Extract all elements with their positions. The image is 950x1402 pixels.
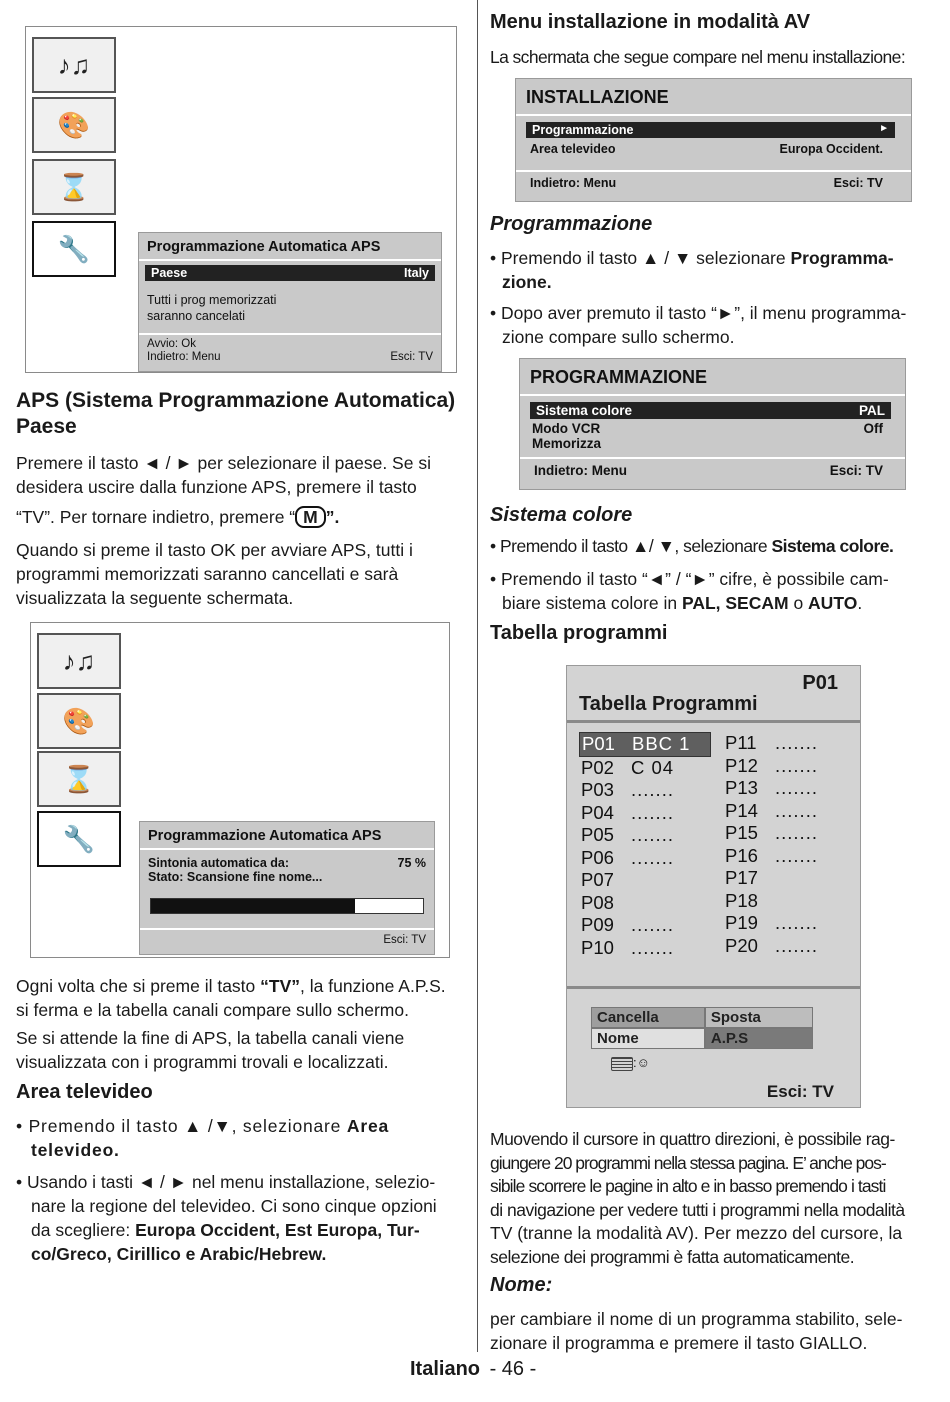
footer-exit: Esci: TV (833, 176, 883, 190)
nome-paragraph (490, 1307, 935, 1355)
osd-title: Programmazione Automatica APS (148, 828, 382, 844)
osd-title: Programmazione Automatica APS (147, 239, 381, 255)
cancella-button[interactable]: Cancella (591, 1007, 705, 1028)
b2-line-2: nare la regione del televideo. Ci sono cinque opzioni (31, 1196, 437, 1216)
program-row-p07[interactable] (579, 869, 714, 892)
program-number: P05 (581, 824, 614, 845)
palette-icon: 🎨 (32, 97, 116, 153)
area-televideo-heading: Area televideo (16, 1081, 153, 1103)
area-televideo-value: Europa Occident. (779, 142, 883, 156)
tuning-label: Sintonia automatica da: (148, 856, 289, 870)
program-name: ....... (775, 822, 818, 843)
music-icon: ♪♫ (32, 37, 116, 93)
aps-osd-panel (138, 232, 442, 372)
program-number: P10 (581, 936, 614, 958)
tools-icon: 🔧 (32, 221, 116, 277)
b1-bold: Area (346, 1116, 390, 1136)
program-row-p08[interactable] (579, 892, 714, 915)
menu-installazione-intro: La schermata che segue compare nel menu installazione: (490, 47, 906, 67)
program-row-p19[interactable] (723, 912, 853, 935)
program-name: ....... (631, 779, 674, 800)
p1-line-3-text: “TV”. Per tornare indietro, premere “ (16, 507, 296, 527)
program-row-p09[interactable] (579, 914, 714, 937)
sb1-text: • Premendo il tasto ▲/ ▼, selezionare (490, 536, 772, 556)
memorizza-item[interactable] (520, 436, 905, 451)
program-number: P20 (725, 934, 758, 956)
aps-screen-1 (25, 26, 457, 373)
program-number: P04 (581, 801, 614, 823)
mv-line-1: Muovendo il cursore in quattro direzioni, è possibile rag- (490, 1129, 895, 1149)
sb1-line (490, 534, 935, 558)
program-number: P18 (725, 889, 758, 911)
program-number: P14 (725, 799, 758, 821)
p3-text-end: , la funzione A.P.S. (300, 976, 446, 996)
cursor-paragraph (490, 1128, 935, 1269)
program-number: P03 (581, 779, 614, 800)
p1-line-3 (16, 505, 466, 529)
aps-paragraph-1 (16, 451, 466, 529)
mv-line-6: selezione dei programmi è fatta automaticamente. (490, 1246, 855, 1267)
b2-line-3 (16, 1218, 466, 1242)
sb2-line-1: • Premendo il tasto “◄” / “►” cifre, è possibile cam- (490, 569, 889, 589)
program-number: P01 (582, 733, 615, 754)
program-name: ....... (775, 844, 818, 866)
sistema-colore-heading: Sistema colore (490, 504, 633, 526)
program-row-p20[interactable] (723, 935, 853, 958)
aps-paragraph-3 (16, 974, 466, 1074)
sb2-bold-1: PAL, SECAM (681, 593, 789, 613)
p3-line-2: si ferma e la tabella canali compare sullo schermo. (16, 1000, 409, 1020)
p2-line-1: Quando si preme il tasto OK per avviare APS, tutti i (16, 540, 413, 560)
program-name: BBC 1 (632, 733, 691, 754)
program-name: ....... (631, 914, 674, 935)
program-name: ....... (775, 912, 818, 933)
aps-paragraph-2 (16, 538, 466, 610)
sistema-colore-bullets (490, 534, 935, 615)
footer-back: Indietro: Menu (147, 351, 221, 363)
sistema-colore-item[interactable] (530, 402, 891, 419)
footer-language: Italiano (410, 1358, 481, 1380)
tuning-percent: 75 % (397, 856, 426, 870)
program-row-p11[interactable] (723, 732, 853, 755)
aps-button[interactable]: A.P.S (705, 1028, 813, 1049)
sb2-text: biare sistema colore in (502, 593, 682, 613)
program-number: P15 (725, 822, 758, 843)
b2-text: da scegliere: (31, 1220, 136, 1240)
modo-vcr-label: Modo VCR (532, 421, 601, 436)
footer-back: Indietro: Menu (530, 176, 617, 190)
current-program: P01 (802, 672, 838, 694)
action-buttons (591, 1007, 813, 1049)
program-row-p02[interactable] (579, 757, 714, 780)
aps-screen-2 (30, 622, 450, 958)
country-label: Paese (151, 266, 188, 280)
mv-line-5: TV (tranne la modalità AV). Per mezzo del cursore, la (490, 1223, 903, 1243)
country-value: Italy (403, 266, 429, 280)
tabella-programmi-heading: Tabella programmi (490, 622, 668, 644)
teletext-smiley-icon: :☺ (611, 1055, 650, 1071)
sposta-button[interactable]: Sposta (705, 1007, 813, 1028)
b2-line-1: • Usando i tasti ◄ / ► nel menu installazione, selezio- (16, 1172, 436, 1192)
memorizza-label: Memorizza (532, 436, 602, 451)
sb2-bold-2: AUTO (808, 593, 858, 613)
program-number: P16 (725, 844, 758, 866)
program-number: P11 (725, 732, 757, 753)
area-televideo-bullets (16, 1114, 466, 1266)
music-icon: ♪♫ (37, 633, 121, 689)
program-name: ....... (631, 824, 674, 845)
program-row-p12[interactable] (723, 755, 853, 778)
programmazione-heading: Programmazione (490, 213, 653, 235)
program-row-p05[interactable] (579, 824, 714, 847)
p3-bold: “TV” (260, 976, 301, 996)
b2-line-4: co/Greco, Cirillico e Arabic/Hebrew. (31, 1244, 327, 1264)
p3-text: Ogni volta che si preme il tasto (16, 976, 261, 996)
p2-line-2: programmi memorizzati saranno cancellati e sarà (16, 564, 399, 584)
program-name: C 04 (631, 756, 675, 778)
sb1-bold: Sistema colore. (771, 536, 894, 556)
program-number: P13 (725, 777, 758, 798)
program-column-right (723, 732, 853, 957)
buttons-divider (567, 986, 860, 989)
program-row-p17[interactable] (723, 867, 853, 890)
modo-vcr-item[interactable] (520, 419, 905, 436)
table-title: Tabella Programmi (579, 693, 758, 715)
p1-line-1: Premere il tasto ◄ / ► per selezionare il paese. Se si (16, 453, 431, 473)
program-row-p13[interactable] (723, 777, 853, 800)
program-row-p01[interactable] (579, 732, 711, 757)
program-row-p10[interactable] (579, 937, 714, 960)
footer-back: Indietro: Menu (534, 463, 627, 478)
program-number: P12 (725, 754, 758, 776)
program-row-p06[interactable] (579, 847, 714, 870)
footer-exit: Esci: TV (829, 463, 883, 478)
pb1-line-2: zione. (502, 272, 552, 292)
sb2-mid: o (788, 593, 809, 613)
aps-heading (16, 389, 466, 439)
sb2-line-2 (490, 591, 935, 615)
p4-line-2: visualizzata con i programmi trovali e localizzati. (16, 1052, 389, 1072)
warning-line-2: saranno cancelati (147, 309, 245, 323)
installazione-menu (515, 78, 912, 202)
program-number: P17 (725, 867, 758, 888)
column-divider (477, 0, 478, 1352)
p2-line-3: visualizzata la seguente schermata. (16, 588, 294, 608)
pb1-bold: Programma- (790, 248, 894, 268)
programmazione-label: Programmazione (532, 123, 634, 137)
program-name: ....... (775, 754, 818, 776)
program-number: P09 (581, 914, 614, 935)
exit-label: Esci: TV (766, 1082, 834, 1101)
mv-line-3: sibile scorrere le pagine in alto e in basso premendo i tasti (490, 1176, 886, 1196)
program-name: ....... (775, 799, 818, 821)
chevron-right-icon: ► (879, 123, 889, 134)
page-footer (410, 1358, 536, 1381)
aps-heading-line-2: Paese (16, 415, 77, 438)
program-row-p15[interactable] (723, 822, 853, 845)
area-televideo-item[interactable] (516, 138, 911, 156)
footer-start: Avvio: Ok (147, 338, 196, 350)
program-name: ....... (631, 801, 674, 823)
mv-line-4: di navigazione per vedere tutti i programmi nella modalità (490, 1199, 905, 1220)
title-divider (567, 720, 860, 723)
progress-bar (150, 898, 424, 914)
progress-fill (151, 899, 355, 913)
sb2-end: . (857, 593, 863, 613)
nome-button[interactable]: Nome (591, 1028, 705, 1049)
program-number: P08 (581, 891, 614, 913)
p3-line-1 (16, 974, 466, 998)
program-number: P19 (725, 912, 758, 933)
pb1-line-1 (490, 246, 935, 270)
nome-line-1: per cambiare il nome di un programma stabilito, sele- (490, 1309, 903, 1329)
tools-icon: 🔧 (37, 811, 121, 867)
warning-line-1: Tutti i prog memorizzati (147, 293, 277, 307)
lock-hourglass-icon: ⌛ (32, 159, 116, 215)
program-column-left (579, 732, 714, 959)
program-number: P07 (581, 869, 614, 890)
lock-hourglass-icon: ⌛ (37, 751, 121, 807)
program-number: P06 (581, 846, 614, 868)
program-name: ....... (775, 934, 818, 956)
nome-line-2: zionare il programma e premere il tasto GIALLO. (490, 1333, 868, 1353)
aps-progress-panel (139, 821, 435, 955)
program-row-p18[interactable] (723, 890, 853, 913)
palette-icon: 🎨 (37, 693, 121, 749)
footer-exit: Esci: TV (383, 934, 426, 946)
program-row-p14[interactable] (723, 800, 853, 823)
program-row-p03[interactable] (579, 779, 714, 802)
pb2-line-1: • Dopo aver premuto il tasto “►”, il menu programma- (490, 303, 907, 323)
program-number: P02 (581, 756, 614, 778)
programmazione-bullets (490, 246, 935, 349)
footer-exit: Esci: TV (390, 351, 433, 363)
sistema-colore-label: Sistema colore (536, 403, 633, 418)
program-name: ....... (775, 777, 818, 798)
p1-line-2: desidera uscire dalla funzione APS, premere il tasto (16, 477, 417, 497)
pb1-text: • Premendo il tasto ▲ / ▼ selezionare (490, 248, 791, 268)
programmazione-item[interactable] (526, 122, 895, 138)
program-name: ....... (631, 846, 674, 868)
aps-heading-line-1: APS (Sistema Programmazione Automatica) (16, 389, 456, 412)
p1-line-3-end: ”. (325, 507, 340, 527)
program-name: ....... (631, 936, 674, 958)
progmenu-title: PROGRAMMAZIONE (530, 367, 707, 387)
area-televideo-label: Area televideo (530, 142, 616, 156)
scan-status: Stato: Scansione fine nome... (148, 870, 323, 884)
menu-key-icon: M (295, 506, 326, 528)
program-row-p04[interactable] (579, 802, 714, 825)
mv-line-2: giungere 20 programmi nella stessa pagina. E’ anche pos- (490, 1152, 886, 1173)
nome-heading: Nome: (490, 1274, 553, 1296)
page-number: - 46 - (489, 1358, 537, 1380)
install-title: INSTALLAZIONE (526, 87, 669, 107)
tabella-programmi-screen (566, 665, 861, 1108)
programmazione-menu (519, 358, 906, 490)
b2-bold: Europa Occident, Est Europa, Tur- (135, 1220, 420, 1240)
p4-line-1: Se si attende la fine di APS, la tabella canali viene (16, 1028, 405, 1048)
b1-line-1 (16, 1114, 466, 1138)
b1-line-2: televideo. (31, 1140, 120, 1160)
country-row[interactable] (145, 265, 435, 281)
pb2-line-2: zione compare sullo schermo. (502, 327, 735, 347)
menu-installazione-heading: Menu installazione in modalità AV (490, 11, 811, 33)
b1-text: • Premendo il tasto ▲ /▼, selezionare (16, 1116, 347, 1136)
program-name: ....... (775, 732, 818, 753)
program-row-p16[interactable] (723, 845, 853, 868)
modo-vcr-value: Off (863, 421, 883, 436)
sistema-colore-value: PAL (859, 403, 885, 418)
